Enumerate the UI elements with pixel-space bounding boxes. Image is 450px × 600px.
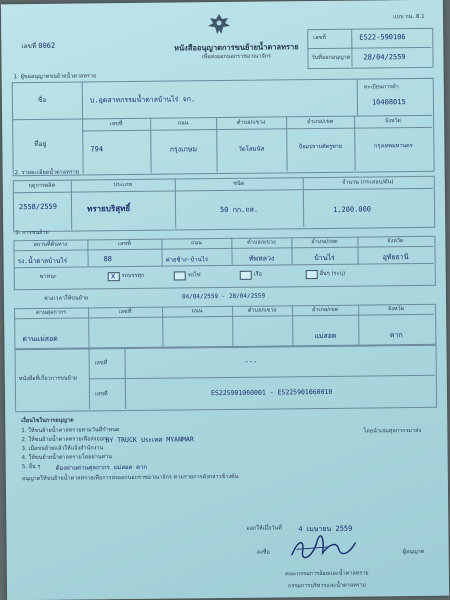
page-subtitle: เพื่อส่งออกนอกราชอาณาจักร — [201, 53, 271, 61]
sugar-season: 2558/2559 — [18, 202, 57, 212]
address-label: ที่อยู่ — [34, 139, 47, 148]
related-no-value-1: --- — [244, 357, 258, 366]
right-note: โดยนำเล่มศุลกากรมาส่ง — [363, 427, 422, 435]
issue-date: 28/04/2559 — [363, 53, 406, 62]
issued-label: ออกให้เมื่อวันที่ — [246, 525, 282, 532]
col-origin: สถานที่ต้นทาง — [33, 241, 68, 249]
col-road: ถนน — [177, 120, 189, 127]
vehicle-truck-label: รถบรรทุก — [121, 272, 145, 280]
col-subdistrict: ตำบล/แขวง — [236, 119, 266, 126]
origin-district: บ้านไร่ — [314, 253, 335, 263]
permit-no-label: เลขที่ — [313, 34, 326, 42]
sugar-kind: 50 กก.ถส. — [219, 205, 259, 215]
address-district: ป้อมปราบศัตรูพ่าย — [298, 143, 343, 151]
footer-note: อนุญาตให้ขนย้ายน้ำตาลทรายเพื่อการส่งออกนอกราชอาณาจักร ตามรายการดังกล่าวข้างต้น — [21, 473, 239, 483]
doc-no-label: เลขที่ — [21, 41, 37, 51]
doc-no: 0062 — [38, 41, 56, 50]
col-province: จังหวัด — [384, 118, 402, 125]
signer-role: ผู้อนุญาต — [402, 548, 425, 556]
handwritten-route: BY TRUCK ประเทศ MYANMAR — [105, 435, 194, 445]
applicant-name: บ.อุตสาหกรรมน้ำตาลบ้านไร่ จก. — [89, 95, 196, 105]
section3-heading: 3. การขนย้าย — [15, 229, 49, 237]
condition-5: 5. อื่น ๆ — [21, 463, 41, 471]
signer-footer: กรรมการบริหารและน้ำตาลทราย — [287, 582, 367, 590]
section1-heading: 1. ผู้ขออนุญาตขนย้ายน้ำตาลทราย — [13, 73, 97, 81]
sugar-quantity: 1,200.000 — [333, 205, 372, 214]
col-origin-subdistrict: ตำบล/แขวง — [247, 239, 276, 246]
dest-province: ตาก — [389, 331, 403, 340]
vehicle-boat-checkbox[interactable] — [240, 271, 252, 280]
related-no-value-2: ES225901060001 - ES225901060010 — [210, 387, 333, 398]
permit-no: ES22-590106 — [359, 33, 406, 42]
permit-document — [1, 0, 449, 600]
vehicle-train-label: รถไฟ — [187, 272, 201, 279]
address-province: กรุงเทพมหานคร — [373, 143, 413, 150]
period-label: ช่วงเวลาให้ขนย้าย — [43, 295, 89, 302]
address-road: กรุงเกษม — [169, 145, 198, 154]
form-code: แบบ กน. 8.1 — [393, 13, 425, 21]
page-title: หนังสืออนุญาตการขนย้ายน้ำตาลทราย — [174, 42, 299, 53]
col-origin-province: จังหวัด — [387, 238, 404, 245]
reg-label: ทะเบียนการค้า — [363, 84, 399, 91]
col-district: อำเภอ/เขต — [306, 118, 334, 126]
col-origin-no: เลขที่ — [118, 240, 131, 248]
col-origin-district: อำเภอ/เขต — [311, 238, 338, 246]
garuda-emblem-icon — [206, 12, 232, 38]
origin-place: รง.น้ำตาลบ้านไร่ — [17, 256, 68, 266]
address-house-no: 794 — [90, 145, 104, 154]
vehicle-boat-label: เรือ — [253, 271, 262, 278]
col-season: ฤดูการผลิต — [28, 182, 56, 190]
vehicle-other-label: อื่นๆ (ระบุ) — [319, 270, 346, 278]
vehicle-truck-checkbox[interactable]: x — [108, 272, 120, 281]
col-kind: ชนิด — [233, 180, 245, 187]
issued-date: 4 เมษายน 2559 — [298, 524, 353, 534]
condition-2: 2. ให้ขนย้ายน้ำตาลทรายเพื่อส่งออก — [21, 436, 107, 444]
col-origin-road: ถนน — [190, 240, 202, 247]
related-no-label-2: เลขที่ — [94, 391, 108, 398]
origin-province: อุทัยธานี — [382, 253, 409, 262]
vehicle-label: พาหนะ — [39, 273, 57, 280]
col-type: ประเภท — [113, 181, 133, 189]
col-dest-road: ถนน — [191, 308, 203, 315]
dest-district: แม่สอด — [314, 331, 337, 341]
condition-4: 4. ให้ขนย้ายน้ำตาลทรายโดยผ่านด่าน — [21, 454, 113, 462]
col-dest-no: เลขที่ — [118, 308, 132, 316]
conditions-heading: เงื่อนไขในการอนุญาต — [21, 417, 74, 425]
origin-road: ค่ายช้าง-บ้านไร่ — [165, 256, 209, 264]
origin-no: 88 — [103, 255, 113, 264]
col-dest-province: จังหวัด — [387, 306, 405, 313]
dest-customs: ด่านแม่สอด — [22, 334, 58, 344]
origin-subdistrict: ทัพหลวง — [248, 254, 275, 263]
related-no-label-1: เลขที่ — [94, 360, 108, 367]
condition-3: 3. เมื่อขนย้ายแล้วให้แจ้งสำนักงาน — [21, 445, 104, 453]
issue-date-label: วันที่ออกอนุญาต — [311, 54, 351, 62]
col-quantity: จำนวน (กระสอบ/ตัน) — [341, 179, 394, 186]
sugar-type: ทรายบริสุทธิ์ — [86, 203, 131, 214]
col-customs: ด่านศุลกากร — [36, 309, 67, 316]
condition-1: 1. ให้ขนย้ายน้ำตาลทรายตามวันที่กำหนด — [21, 427, 120, 435]
section2-heading: 2. รายละเอียดน้ำตาลทราย — [14, 169, 80, 177]
vehicle-other-checkbox[interactable] — [306, 270, 318, 279]
sign-label: ลงชื่อ — [256, 549, 270, 556]
col-dest-district: อำเภอ/เขต — [311, 306, 339, 314]
reg-no: 10408015 — [371, 98, 406, 107]
handwritten-customs: ต้องผ่านด่านศุลกากร แม่สอด ตาก — [55, 463, 148, 472]
address-subdistrict: วัดโสมนัส — [238, 145, 265, 153]
vehicle-train-checkbox[interactable] — [174, 271, 186, 280]
related-docs-label: หนังสือที่เกี่ยวการขนย้าย — [18, 375, 78, 383]
transport-period: 04/04/2559 - 28/04/2559 — [181, 292, 266, 301]
name-label: ชื่อ — [37, 95, 47, 104]
signer-committee: คณะกรรมการอ้อยและน้ำตาลทราย — [285, 570, 369, 578]
col-house-no: เลขที่ — [109, 121, 123, 128]
col-dest-subdistrict: ตำบล/แขวง — [247, 307, 277, 314]
signature-scribble — [288, 535, 358, 566]
